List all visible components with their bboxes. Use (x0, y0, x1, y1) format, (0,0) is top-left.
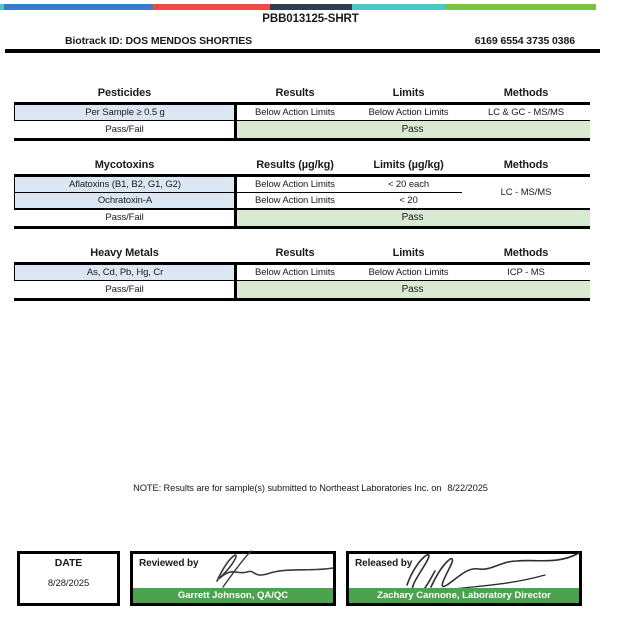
report-id-title: PBB013125-SHRT (262, 13, 359, 25)
passfail-label-cell: Pass/Fail (105, 123, 144, 135)
limit-cell: Below Action Limits (355, 105, 462, 122)
column-header: Heavy Metals (90, 247, 159, 259)
submission-note (0, 483, 621, 493)
released-by-label: Released by (355, 558, 413, 569)
color-bar-segment (153, 4, 270, 10)
mycotoxins-table (14, 156, 590, 229)
date-label: DATE (54, 557, 83, 569)
result-cell: Below Action Limits (235, 105, 355, 122)
pesticides-header-row (14, 84, 590, 102)
color-bar-segment (446, 4, 596, 10)
result-cell: Below Action Limits (235, 265, 355, 282)
heavy-metals-body (14, 265, 590, 301)
column-header: Methods (503, 247, 549, 259)
mycotoxins-body (14, 177, 590, 230)
signoff-block (17, 551, 588, 606)
biotrack-id-label: Biotrack ID: DOS MENDOS SHORTIES (65, 35, 252, 47)
reviewed-by-label: Reviewed by (139, 558, 199, 569)
date-value: 8/28/2025 (47, 578, 90, 589)
passfail-label-cell: Pass/Fail (105, 283, 144, 295)
mycotoxins-header-row (14, 156, 590, 174)
heavy-metals-table (14, 244, 590, 301)
column-header: Limits (µg/kg) (373, 159, 444, 171)
passfail-value-cell: Pass (235, 121, 590, 138)
column-separator (234, 105, 237, 138)
limit-cell: < 20 (355, 193, 462, 210)
method-cell: LC - MS/MS (462, 177, 590, 210)
header-divider-rule (5, 49, 600, 53)
director-name-bar (349, 588, 579, 603)
passfail-value-cell: Pass (235, 281, 590, 298)
result-cell: Below Action Limits (235, 193, 355, 210)
column-header: Mycotoxins (94, 159, 155, 171)
column-separator (234, 265, 237, 298)
column-separator (234, 177, 237, 227)
director-name: Zachary Cannone, Laboratory Director (377, 590, 551, 601)
analyte-cell: Aflatoxins (B1, B2, G1, G2) (14, 177, 235, 194)
color-bar-segment (270, 4, 352, 10)
method-cell: LC & GC - MS/MS (462, 105, 590, 122)
column-header: Results (µg/kg) (256, 159, 334, 171)
color-bar-segment (352, 4, 446, 10)
biotrack-number: 6169 6554 3735 0386 (474, 35, 575, 47)
limit-cell: Below Action Limits (355, 265, 462, 282)
passfail-label-cell: Pass/Fail (105, 212, 144, 224)
column-header: Pesticides (97, 87, 152, 99)
brand-color-bar (0, 4, 596, 10)
result-cell: Below Action Limits (235, 177, 355, 194)
analyte-cell: As, Cd, Pb, Hg, Cr (14, 265, 235, 282)
analyte-cell: Per Sample ≥ 0.5 g (14, 105, 235, 122)
reviewed-by-cell (130, 551, 336, 606)
date-cell (17, 551, 120, 606)
note-text: NOTE: Results are for sample(s) submitted to Northeast Laboratories Inc. on (133, 483, 442, 493)
note-date: 8/22/2025 (447, 483, 488, 493)
analyte-cell: Ochratoxin-A (14, 193, 235, 210)
method-cell: ICP - MS (462, 265, 590, 282)
column-header: Limits (392, 247, 425, 259)
column-header: Methods (503, 87, 549, 99)
passfail-value-cell: Pass (235, 210, 590, 227)
color-bar-segment (4, 4, 153, 10)
reviewer-name: Garrett Johnson, QA/QC (177, 590, 289, 601)
column-header: Results (275, 247, 315, 259)
biotrack-row (0, 35, 621, 47)
column-header: Limits (392, 87, 425, 99)
column-header: Results (275, 87, 315, 99)
pesticides-table (14, 84, 590, 141)
pesticides-body (14, 105, 590, 141)
heavy-metals-header-row (14, 244, 590, 262)
reviewer-name-bar (133, 588, 333, 603)
released-by-cell (346, 551, 582, 606)
limit-cell: < 20 each (355, 177, 462, 194)
column-header: Methods (503, 159, 549, 171)
